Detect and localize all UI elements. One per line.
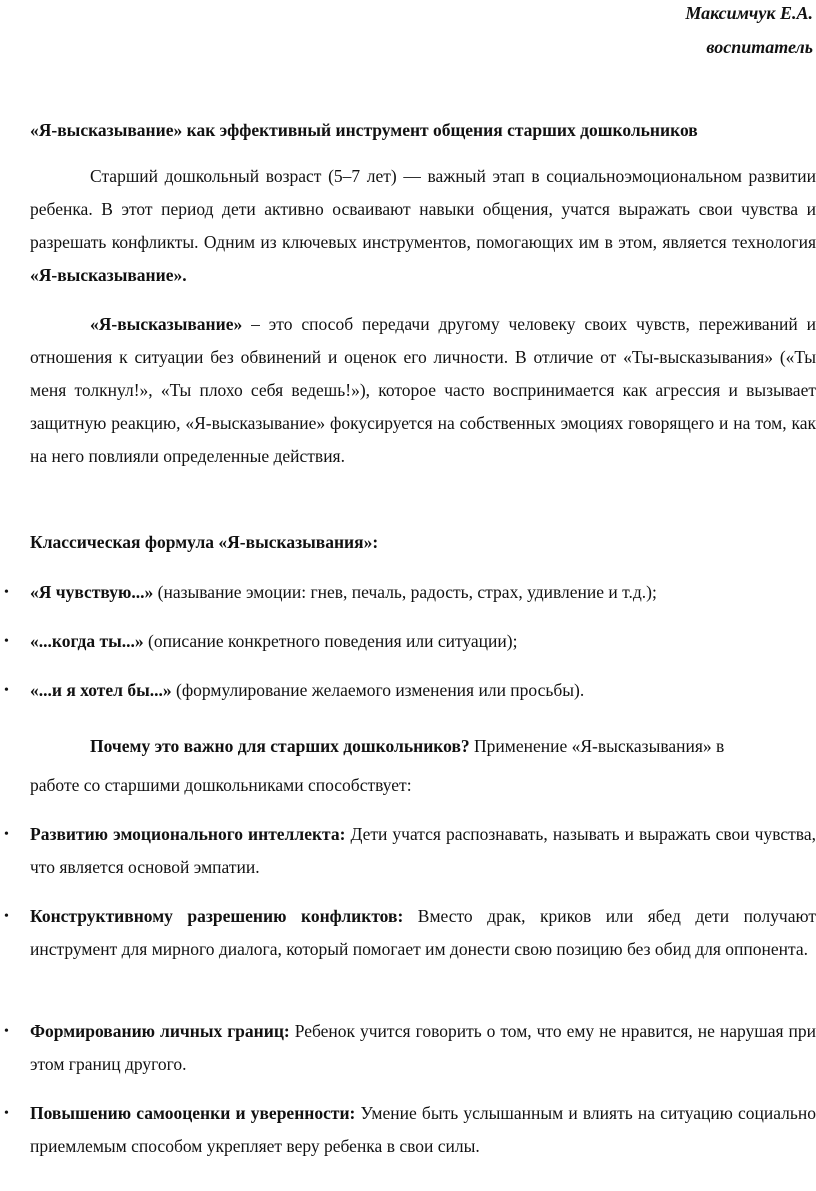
intro-text: Старший дошкольный возраст (5–7 лет) — важный этап в социальноэмоциональном развитии ребенка. В этот период дети активно осваивают навыки общения, учатся выражать свои чувства и разрешать конфликты. Одним из ключевых инструментов, помогающих им в этом, является технология — [30, 166, 816, 252]
definition-paragraph — [30, 308, 816, 473]
benefit-item — [4, 1097, 816, 1163]
formula-item-text: (формулирование желаемого изменения или просьбы). — [171, 680, 585, 700]
formula-heading: Классическая формула «Я-высказывания»: — [30, 532, 379, 552]
benefit-item-bold: Формированию личных границ: — [30, 1021, 290, 1041]
document-title: «Я-высказывание» как эффективный инструмент общения старших дошкольников — [30, 120, 698, 140]
formula-item-text: (описание конкретного поведения или ситуации); — [143, 631, 518, 651]
formula-item — [4, 625, 816, 658]
bullet-icon: • — [4, 827, 9, 842]
formula-item — [4, 576, 816, 609]
definition-bold-term: «Я-высказывание» — [90, 314, 243, 334]
why-line-1 — [30, 730, 816, 763]
intro-bold-term: «Я-высказывание». — [30, 265, 187, 285]
author-position: воспитатель — [706, 37, 813, 57]
bullet-icon: • — [4, 1106, 9, 1121]
why-text-2: работе со старшими дошкольниками способствует: — [30, 775, 412, 795]
bullet-icon: • — [4, 683, 9, 698]
benefit-item — [4, 900, 816, 966]
benefit-item — [4, 818, 816, 884]
benefit-item-bold: Конструктивному разрешению конфликтов: — [30, 906, 404, 926]
benefit-item — [4, 1015, 816, 1081]
bullet-icon: • — [4, 1024, 9, 1039]
why-bold-question: Почему это важно для старших дошкольников? — [90, 736, 470, 756]
why-text-1: Применение «Я-высказывания» в — [469, 736, 725, 756]
benefit-item-text: Вместо драк, криков или ябед дети получают инструмент для мирного диалога, который помогает им донести свою позицию без обид для оппонента. — [30, 906, 816, 959]
author-name: Максимчук Е.А. — [685, 3, 813, 23]
bullet-icon: • — [4, 585, 9, 600]
benefit-item-bold: Развитию эмоционального интеллекта: — [30, 824, 346, 844]
benefit-item-text: Дети учатся распознавать, называть и выражать свои чувства, что является основой эмпатии. — [30, 824, 816, 877]
benefit-item-text: Ребенок учится говорить о том, что ему не нравится, не нарушая при этом границ другого. — [30, 1021, 816, 1074]
intro-paragraph — [30, 160, 816, 292]
formula-item-bold: «...и я хотел бы...» — [30, 680, 172, 700]
why-paragraph — [30, 730, 816, 798]
bullet-icon: • — [4, 634, 9, 649]
bullet-icon: • — [4, 909, 9, 924]
definition-text: – это способ передачи другому человеку своих чувств, переживаний и отношения к ситуации без обвинений и оценок его личности. В отличие от «Ты-высказывания» («Ты меня толкнул!», «Ты плохо себя ведешь!»), которое часто воспринимается как агрессия и вызывает защитную реакцию, «Я-высказывание» фокусируется на собственных эмоциях говорящего и на том, как на него повлияли определенные действия. — [30, 314, 816, 466]
benefit-item-bold: Повышению самооценки и уверенности: — [30, 1103, 356, 1123]
benefit-item-text: Умение быть услышанным и влиять на ситуацию социально приемлемым способом укрепляет веру ребенка в свои силы. — [30, 1103, 816, 1156]
formula-item-bold: «...когда ты...» — [30, 631, 144, 651]
formula-item — [4, 674, 816, 707]
formula-item-text: (называние эмоции: гнев, печаль, радость, страх, удивление и т.д.); — [153, 582, 657, 602]
formula-item-bold: «Я чувствую...» — [30, 582, 154, 602]
